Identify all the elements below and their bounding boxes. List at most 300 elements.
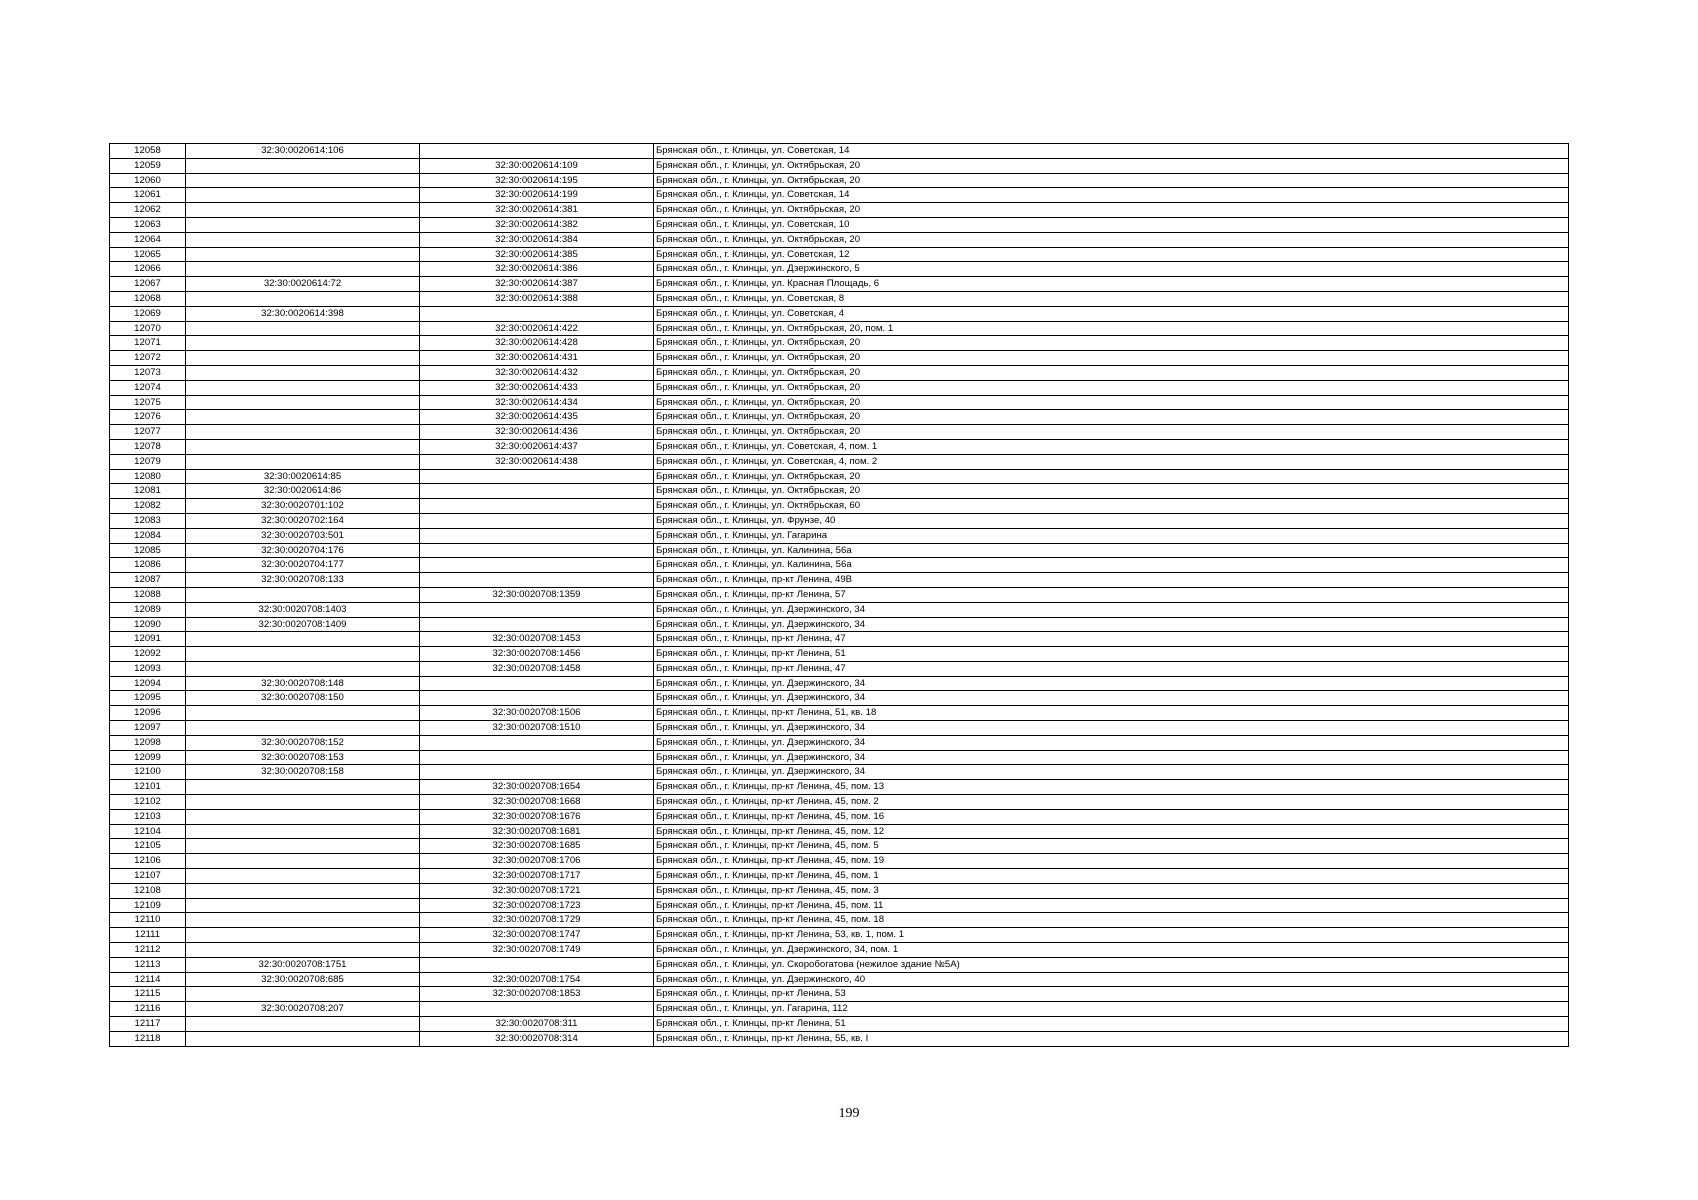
row-number-cell: 12064 xyxy=(110,232,186,247)
address-cell: Брянская обл., г. Клинцы, ул. Октябрьская, 20 xyxy=(654,203,1569,218)
address-cell: Брянская обл., г. Клинцы, ул. Скоробогатова (нежилое здание №5А) xyxy=(654,957,1569,972)
row-number-cell: 12109 xyxy=(110,898,186,913)
address-cell: Брянская обл., г. Клинцы, пр-кт Ленина, 55, кв. I xyxy=(654,1031,1569,1046)
table-row xyxy=(110,513,1569,528)
address-cell: Брянская обл., г. Клинцы, ул. Дзержинского, 34 xyxy=(654,765,1569,780)
cadastral-number-alt-cell: 32:30:0020614:195 xyxy=(420,173,654,188)
table-row xyxy=(110,410,1569,425)
table-row xyxy=(110,676,1569,691)
cadastral-number-cell: 32:30:0020708:158 xyxy=(186,765,420,780)
cadastral-number-alt-cell xyxy=(420,691,654,706)
cadastral-number-cell xyxy=(186,173,420,188)
cadastral-number-cell xyxy=(186,232,420,247)
row-number-cell: 12085 xyxy=(110,543,186,558)
address-cell: Брянская обл., г. Клинцы, ул. Дзержинского, 34 xyxy=(654,721,1569,736)
cadastral-number-alt-cell xyxy=(420,543,654,558)
table-row xyxy=(110,780,1569,795)
cadastral-number-cell xyxy=(186,410,420,425)
table-row xyxy=(110,173,1569,188)
row-number-cell: 12084 xyxy=(110,528,186,543)
row-number-cell: 12110 xyxy=(110,913,186,928)
address-cell: Брянская обл., г. Клинцы, пр-кт Ленина, 45, пом. 3 xyxy=(654,883,1569,898)
cadastral-number-alt-cell: 32:30:0020708:1359 xyxy=(420,587,654,602)
cadastral-number-alt-cell xyxy=(420,469,654,484)
table-row xyxy=(110,291,1569,306)
cadastral-number-cell: 32:30:0020708:1751 xyxy=(186,957,420,972)
table-row xyxy=(110,188,1569,203)
row-number-cell: 12076 xyxy=(110,410,186,425)
cadastral-number-alt-cell: 32:30:0020614:437 xyxy=(420,439,654,454)
table-row xyxy=(110,1017,1569,1032)
cadastral-number-alt-cell: 32:30:0020614:438 xyxy=(420,454,654,469)
cadastral-number-alt-cell xyxy=(420,750,654,765)
address-cell: Брянская обл., г. Клинцы, ул. Дзержинского, 34 xyxy=(654,676,1569,691)
address-cell: Брянская обл., г. Клинцы, пр-кт Ленина, 47 xyxy=(654,661,1569,676)
row-number-cell: 12095 xyxy=(110,691,186,706)
cadastral-number-cell xyxy=(186,425,420,440)
table-row xyxy=(110,1002,1569,1017)
cadastral-number-alt-cell: 32:30:0020614:388 xyxy=(420,291,654,306)
table-row xyxy=(110,380,1569,395)
row-number-cell: 12104 xyxy=(110,824,186,839)
cadastral-number-cell xyxy=(186,706,420,721)
cadastral-number-cell xyxy=(186,321,420,336)
cadastral-number-cell xyxy=(186,928,420,943)
cadastral-number-alt-cell: 32:30:0020708:1685 xyxy=(420,839,654,854)
table-row xyxy=(110,262,1569,277)
cadastral-number-cell xyxy=(186,217,420,232)
cadastral-number-alt-cell: 32:30:0020708:1747 xyxy=(420,928,654,943)
address-cell: Брянская обл., г. Клинцы, ул. Дзержинского, 34 xyxy=(654,602,1569,617)
table-row xyxy=(110,277,1569,292)
address-cell: Брянская обл., г. Клинцы, пр-кт Ленина, 45, пом. 16 xyxy=(654,809,1569,824)
row-number-cell: 12111 xyxy=(110,928,186,943)
table-row xyxy=(110,321,1569,336)
table-row xyxy=(110,351,1569,366)
row-number-cell: 12101 xyxy=(110,780,186,795)
cadastral-number-cell: 32:30:0020708:685 xyxy=(186,972,420,987)
cadastral-number-cell: 32:30:0020708:148 xyxy=(186,676,420,691)
table-row xyxy=(110,247,1569,262)
address-cell: Брянская обл., г. Клинцы, пр-кт Ленина, 53, кв. 1, пом. 1 xyxy=(654,928,1569,943)
cadastral-number-alt-cell: 32:30:0020614:422 xyxy=(420,321,654,336)
row-number-cell: 12077 xyxy=(110,425,186,440)
cadastral-number-cell xyxy=(186,365,420,380)
cadastral-number-cell xyxy=(186,262,420,277)
cadastral-number-alt-cell: 32:30:0020708:1681 xyxy=(420,824,654,839)
row-number-cell: 12100 xyxy=(110,765,186,780)
table-row xyxy=(110,943,1569,958)
address-cell: Брянская обл., г. Клинцы, пр-кт Ленина, 45, пом. 19 xyxy=(654,854,1569,869)
table-row xyxy=(110,425,1569,440)
address-cell: Брянская обл., г. Клинцы, ул. Советская, 14 xyxy=(654,188,1569,203)
row-number-cell: 12063 xyxy=(110,217,186,232)
table-row xyxy=(110,203,1569,218)
cadastral-number-cell xyxy=(186,291,420,306)
table-row xyxy=(110,439,1569,454)
cadastral-number-alt-cell xyxy=(420,1002,654,1017)
address-cell: Брянская обл., г. Клинцы, ул. Октябрьская, 20 xyxy=(654,410,1569,425)
address-cell: Брянская обл., г. Клинцы, ул. Фрунзе, 40 xyxy=(654,513,1569,528)
cadastral-number-alt-cell: 32:30:0020614:109 xyxy=(420,158,654,173)
cadastral-number-alt-cell: 32:30:0020614:431 xyxy=(420,351,654,366)
table-row xyxy=(110,898,1569,913)
cadastral-number-alt-cell: 32:30:0020614:436 xyxy=(420,425,654,440)
cadastral-number-cell: 32:30:0020708:1403 xyxy=(186,602,420,617)
address-cell: Брянская обл., г. Клинцы, пр-кт Ленина, 45, пом. 11 xyxy=(654,898,1569,913)
table-row xyxy=(110,469,1569,484)
address-cell: Брянская обл., г. Клинцы, ул. Октябрьская, 20 xyxy=(654,395,1569,410)
address-cell: Брянская обл., г. Клинцы, ул. Советская, 4 xyxy=(654,306,1569,321)
address-cell: Брянская обл., г. Клинцы, ул. Калинина, 56а xyxy=(654,558,1569,573)
address-cell: Брянская обл., г. Клинцы, ул. Октябрьская, 20 xyxy=(654,380,1569,395)
address-cell: Брянская обл., г. Клинцы, ул. Дзержинского, 34 xyxy=(654,735,1569,750)
address-cell: Брянская обл., г. Клинцы, ул. Советская, 12 xyxy=(654,247,1569,262)
table-row xyxy=(110,617,1569,632)
table-row xyxy=(110,528,1569,543)
table-row xyxy=(110,795,1569,810)
row-number-cell: 12072 xyxy=(110,351,186,366)
cadastral-number-cell xyxy=(186,721,420,736)
row-number-cell: 12062 xyxy=(110,203,186,218)
cadastral-number-cell: 32:30:0020614:106 xyxy=(186,144,420,159)
row-number-cell: 12082 xyxy=(110,499,186,514)
cadastral-number-alt-cell: 32:30:0020614:384 xyxy=(420,232,654,247)
row-number-cell: 12083 xyxy=(110,513,186,528)
cadastral-number-cell xyxy=(186,795,420,810)
cadastral-number-cell xyxy=(186,809,420,824)
table-row xyxy=(110,824,1569,839)
row-number-cell: 12086 xyxy=(110,558,186,573)
cadastral-number-alt-cell: 32:30:0020708:1458 xyxy=(420,661,654,676)
address-cell: Брянская обл., г. Клинцы, пр-кт Ленина, 45, пом. 1 xyxy=(654,869,1569,884)
address-cell: Брянская обл., г. Клинцы, пр-кт Ленина, 45, пом. 12 xyxy=(654,824,1569,839)
address-cell: Брянская обл., г. Клинцы, ул. Гагарина xyxy=(654,528,1569,543)
cadastral-number-alt-cell: 32:30:0020708:1506 xyxy=(420,706,654,721)
address-cell: Брянская обл., г. Клинцы, пр-кт Ленина, 57 xyxy=(654,587,1569,602)
address-cell: Брянская обл., г. Клинцы, пр-кт Ленина, 49В xyxy=(654,573,1569,588)
row-number-cell: 12094 xyxy=(110,676,186,691)
row-number-cell: 12068 xyxy=(110,291,186,306)
row-number-cell: 12070 xyxy=(110,321,186,336)
cadastral-number-alt-cell xyxy=(420,513,654,528)
row-number-cell: 12065 xyxy=(110,247,186,262)
cadastral-number-cell xyxy=(186,203,420,218)
table-row xyxy=(110,543,1569,558)
address-cell: Брянская обл., г. Клинцы, ул. Дзержинского, 34 xyxy=(654,691,1569,706)
cadastral-number-alt-cell: 32:30:0020708:1456 xyxy=(420,647,654,662)
table-row xyxy=(110,158,1569,173)
row-number-cell: 12114 xyxy=(110,972,186,987)
table-row xyxy=(110,1031,1569,1046)
cadastral-number-cell: 32:30:0020704:176 xyxy=(186,543,420,558)
cadastral-number-alt-cell: 32:30:0020708:311 xyxy=(420,1017,654,1032)
cadastral-number-cell: 32:30:0020708:153 xyxy=(186,750,420,765)
table-row xyxy=(110,484,1569,499)
cadastral-number-cell xyxy=(186,854,420,869)
row-number-cell: 12073 xyxy=(110,365,186,380)
row-number-cell: 12112 xyxy=(110,943,186,958)
address-cell: Брянская обл., г. Клинцы, ул. Октябрьская, 20 xyxy=(654,365,1569,380)
cadastral-number-cell: 32:30:0020708:133 xyxy=(186,573,420,588)
address-cell: Брянская обл., г. Клинцы, ул. Дзержинского, 34 xyxy=(654,617,1569,632)
address-cell: Брянская обл., г. Клинцы, пр-кт Ленина, 45, пом. 18 xyxy=(654,913,1569,928)
cadastral-number-alt-cell: 32:30:0020614:387 xyxy=(420,277,654,292)
row-number-cell: 12080 xyxy=(110,469,186,484)
row-number-cell: 12115 xyxy=(110,987,186,1002)
cadastral-number-alt-cell xyxy=(420,957,654,972)
cadastral-number-alt-cell: 32:30:0020708:1668 xyxy=(420,795,654,810)
cadastral-number-cell xyxy=(186,1031,420,1046)
address-cell: Брянская обл., г. Клинцы, ул. Гагарина, 112 xyxy=(654,1002,1569,1017)
cadastral-number-alt-cell xyxy=(420,528,654,543)
table-row xyxy=(110,869,1569,884)
row-number-cell: 12098 xyxy=(110,735,186,750)
cadastral-number-cell xyxy=(186,898,420,913)
row-number-cell: 12102 xyxy=(110,795,186,810)
row-number-cell: 12078 xyxy=(110,439,186,454)
table-row xyxy=(110,306,1569,321)
address-cell: Брянская обл., г. Клинцы, ул. Октябрьская, 20 xyxy=(654,173,1569,188)
row-number-cell: 12075 xyxy=(110,395,186,410)
table-row xyxy=(110,854,1569,869)
table-row xyxy=(110,735,1569,750)
cadastral-number-cell xyxy=(186,454,420,469)
address-cell: Брянская обл., г. Клинцы, ул. Советская, 10 xyxy=(654,217,1569,232)
cadastral-number-alt-cell: 32:30:0020708:1654 xyxy=(420,780,654,795)
table-row xyxy=(110,632,1569,647)
cadastral-number-cell xyxy=(186,587,420,602)
row-number-cell: 12108 xyxy=(110,883,186,898)
cadastral-number-alt-cell: 32:30:0020614:386 xyxy=(420,262,654,277)
cadastral-number-alt-cell: 32:30:0020614:381 xyxy=(420,203,654,218)
table-row xyxy=(110,558,1569,573)
table-row xyxy=(110,499,1569,514)
cadastral-number-cell: 32:30:0020708:1409 xyxy=(186,617,420,632)
cadastral-number-cell xyxy=(186,780,420,795)
cadastral-number-alt-cell xyxy=(420,306,654,321)
cadastral-number-cell xyxy=(186,943,420,958)
cadastral-number-cell xyxy=(186,647,420,662)
cadastral-number-alt-cell xyxy=(420,735,654,750)
cadastral-number-alt-cell xyxy=(420,617,654,632)
table-row xyxy=(110,144,1569,159)
cadastral-number-cell xyxy=(186,913,420,928)
cadastral-number-cell xyxy=(186,987,420,1002)
table-row xyxy=(110,454,1569,469)
table-row xyxy=(110,721,1569,736)
row-number-cell: 12117 xyxy=(110,1017,186,1032)
cadastral-number-cell xyxy=(186,247,420,262)
cadastral-number-cell xyxy=(186,351,420,366)
cadastral-number-cell xyxy=(186,883,420,898)
table-row xyxy=(110,587,1569,602)
row-number-cell: 12105 xyxy=(110,839,186,854)
cadastral-number-cell: 32:30:0020708:207 xyxy=(186,1002,420,1017)
cadastral-number-alt-cell xyxy=(420,484,654,499)
cadastral-number-alt-cell: 32:30:0020614:385 xyxy=(420,247,654,262)
table-row xyxy=(110,232,1569,247)
row-number-cell: 12099 xyxy=(110,750,186,765)
row-number-cell: 12106 xyxy=(110,854,186,869)
cadastral-number-alt-cell: 32:30:0020708:1754 xyxy=(420,972,654,987)
address-cell: Брянская обл., г. Клинцы, пр-кт Ленина, 51 xyxy=(654,647,1569,662)
cadastral-number-cell: 32:30:0020703:501 xyxy=(186,528,420,543)
table-row xyxy=(110,661,1569,676)
address-cell: Брянская обл., г. Клинцы, ул. Октябрьская, 20 xyxy=(654,351,1569,366)
cadastral-number-alt-cell: 32:30:0020708:1453 xyxy=(420,632,654,647)
cadastral-number-cell xyxy=(186,336,420,351)
row-number-cell: 12087 xyxy=(110,573,186,588)
row-number-cell: 12103 xyxy=(110,809,186,824)
row-number-cell: 12090 xyxy=(110,617,186,632)
address-cell: Брянская обл., г. Клинцы, ул. Калинина, 56а xyxy=(654,543,1569,558)
cadastral-number-alt-cell: 32:30:0020708:1676 xyxy=(420,809,654,824)
cadastral-number-cell: 32:30:0020702:164 xyxy=(186,513,420,528)
row-number-cell: 12059 xyxy=(110,158,186,173)
address-cell: Брянская обл., г. Клинцы, ул. Октябрьская, 20 xyxy=(654,232,1569,247)
cadastral-number-alt-cell: 32:30:0020708:1853 xyxy=(420,987,654,1002)
cadastral-number-cell: 32:30:0020614:85 xyxy=(186,469,420,484)
cadastral-number-cell xyxy=(186,869,420,884)
row-number-cell: 12097 xyxy=(110,721,186,736)
cadastral-number-cell xyxy=(186,824,420,839)
page-number: 199 xyxy=(838,1106,860,1121)
address-cell: Брянская обл., г. Клинцы, ул. Советская, 4, пом. 1 xyxy=(654,439,1569,454)
cadastral-number-alt-cell: 32:30:0020708:1723 xyxy=(420,898,654,913)
table-row xyxy=(110,647,1569,662)
cadastral-number-cell xyxy=(186,158,420,173)
address-cell: Брянская обл., г. Клинцы, ул. Советская, 4, пом. 2 xyxy=(654,454,1569,469)
cadastral-number-alt-cell xyxy=(420,558,654,573)
cadastral-number-alt-cell: 32:30:0020614:435 xyxy=(420,410,654,425)
row-number-cell: 12096 xyxy=(110,706,186,721)
address-cell: Брянская обл., г. Клинцы, ул. Октябрьская, 20 xyxy=(654,336,1569,351)
address-cell: Брянская обл., г. Клинцы, ул. Дзержинского, 34, пом. 1 xyxy=(654,943,1569,958)
table-row xyxy=(110,839,1569,854)
row-number-cell: 12069 xyxy=(110,306,186,321)
cadastral-number-cell xyxy=(186,188,420,203)
cadastral-number-alt-cell: 32:30:0020708:1749 xyxy=(420,943,654,958)
cadastral-number-alt-cell: 32:30:0020614:199 xyxy=(420,188,654,203)
row-number-cell: 12081 xyxy=(110,484,186,499)
row-number-cell: 12092 xyxy=(110,647,186,662)
cadastral-number-cell xyxy=(186,632,420,647)
cadastral-number-cell: 32:30:0020614:86 xyxy=(186,484,420,499)
cadastral-number-alt-cell: 32:30:0020614:428 xyxy=(420,336,654,351)
row-number-cell: 12118 xyxy=(110,1031,186,1046)
cadastral-number-cell xyxy=(186,395,420,410)
row-number-cell: 12061 xyxy=(110,188,186,203)
table-row xyxy=(110,395,1569,410)
row-number-cell: 12116 xyxy=(110,1002,186,1017)
table-row xyxy=(110,706,1569,721)
table-row xyxy=(110,336,1569,351)
cadastral-number-alt-cell xyxy=(420,144,654,159)
table-row xyxy=(110,750,1569,765)
row-number-cell: 12113 xyxy=(110,957,186,972)
cadastral-number-alt-cell xyxy=(420,676,654,691)
cadastral-number-alt-cell: 32:30:0020708:314 xyxy=(420,1031,654,1046)
registry-table xyxy=(109,143,1569,1047)
cadastral-number-cell xyxy=(186,380,420,395)
cadastral-number-cell xyxy=(186,661,420,676)
cadastral-number-cell xyxy=(186,1017,420,1032)
address-cell: Брянская обл., г. Клинцы, ул. Красная Площадь, 6 xyxy=(654,277,1569,292)
address-cell: Брянская обл., г. Клинцы, пр-кт Ленина, 51, кв. 18 xyxy=(654,706,1569,721)
cadastral-number-alt-cell xyxy=(420,573,654,588)
cadastral-number-alt-cell: 32:30:0020614:382 xyxy=(420,217,654,232)
cadastral-number-alt-cell xyxy=(420,765,654,780)
row-number-cell: 12066 xyxy=(110,262,186,277)
cadastral-number-alt-cell xyxy=(420,499,654,514)
address-cell: Брянская обл., г. Клинцы, ул. Дзержинского, 40 xyxy=(654,972,1569,987)
table-row xyxy=(110,913,1569,928)
address-cell: Брянская обл., г. Клинцы, пр-кт Ленина, 47 xyxy=(654,632,1569,647)
address-cell: Брянская обл., г. Клинцы, ул. Дзержинского, 5 xyxy=(654,262,1569,277)
address-cell: Брянская обл., г. Клинцы, пр-кт Ленина, 53 xyxy=(654,987,1569,1002)
row-number-cell: 12107 xyxy=(110,869,186,884)
cadastral-number-alt-cell: 32:30:0020708:1510 xyxy=(420,721,654,736)
cadastral-number-cell xyxy=(186,839,420,854)
table-row xyxy=(110,573,1569,588)
table-row xyxy=(110,809,1569,824)
cadastral-number-alt-cell xyxy=(420,602,654,617)
address-cell: Брянская обл., г. Клинцы, ул. Советская, 14 xyxy=(654,144,1569,159)
row-number-cell: 12058 xyxy=(110,144,186,159)
table-row xyxy=(110,765,1569,780)
row-number-cell: 12079 xyxy=(110,454,186,469)
cadastral-number-alt-cell: 32:30:0020708:1717 xyxy=(420,869,654,884)
cadastral-number-cell xyxy=(186,439,420,454)
table-row xyxy=(110,691,1569,706)
address-cell: Брянская обл., г. Клинцы, ул. Октябрьская, 60 xyxy=(654,499,1569,514)
address-cell: Брянская обл., г. Клинцы, пр-кт Ленина, 45, пом. 13 xyxy=(654,780,1569,795)
address-cell: Брянская обл., г. Клинцы, пр-кт Ленина, 51 xyxy=(654,1017,1569,1032)
cadastral-number-alt-cell: 32:30:0020708:1721 xyxy=(420,883,654,898)
cadastral-number-alt-cell: 32:30:0020614:434 xyxy=(420,395,654,410)
row-number-cell: 12088 xyxy=(110,587,186,602)
cadastral-number-alt-cell: 32:30:0020614:433 xyxy=(420,380,654,395)
row-number-cell: 12067 xyxy=(110,277,186,292)
address-cell: Брянская обл., г. Клинцы, ул. Октябрьская, 20 xyxy=(654,469,1569,484)
row-number-cell: 12060 xyxy=(110,173,186,188)
address-cell: Брянская обл., г. Клинцы, ул. Октябрьская, 20 xyxy=(654,158,1569,173)
address-cell: Брянская обл., г. Клинцы, пр-кт Ленина, 45, пом. 5 xyxy=(654,839,1569,854)
cadastral-number-cell: 32:30:0020614:72 xyxy=(186,277,420,292)
address-cell: Брянская обл., г. Клинцы, ул. Октябрьская, 20 xyxy=(654,484,1569,499)
row-number-cell: 12089 xyxy=(110,602,186,617)
table-row xyxy=(110,365,1569,380)
cadastral-number-cell: 32:30:0020701:102 xyxy=(186,499,420,514)
cadastral-number-cell: 32:30:0020614:398 xyxy=(186,306,420,321)
cadastral-number-alt-cell: 32:30:0020708:1729 xyxy=(420,913,654,928)
cadastral-number-alt-cell: 32:30:0020614:432 xyxy=(420,365,654,380)
table-row xyxy=(110,987,1569,1002)
table-row xyxy=(110,957,1569,972)
cadastral-number-cell: 32:30:0020708:152 xyxy=(186,735,420,750)
row-number-cell: 12071 xyxy=(110,336,186,351)
row-number-cell: 12091 xyxy=(110,632,186,647)
cadastral-number-cell: 32:30:0020704:177 xyxy=(186,558,420,573)
address-cell: Брянская обл., г. Клинцы, ул. Дзержинского, 34 xyxy=(654,750,1569,765)
table-row xyxy=(110,883,1569,898)
registry-table-body xyxy=(110,144,1569,1047)
address-cell: Брянская обл., г. Клинцы, ул. Октябрьская, 20, пом. 1 xyxy=(654,321,1569,336)
table-row xyxy=(110,972,1569,987)
row-number-cell: 12074 xyxy=(110,380,186,395)
cadastral-number-alt-cell: 32:30:0020708:1706 xyxy=(420,854,654,869)
